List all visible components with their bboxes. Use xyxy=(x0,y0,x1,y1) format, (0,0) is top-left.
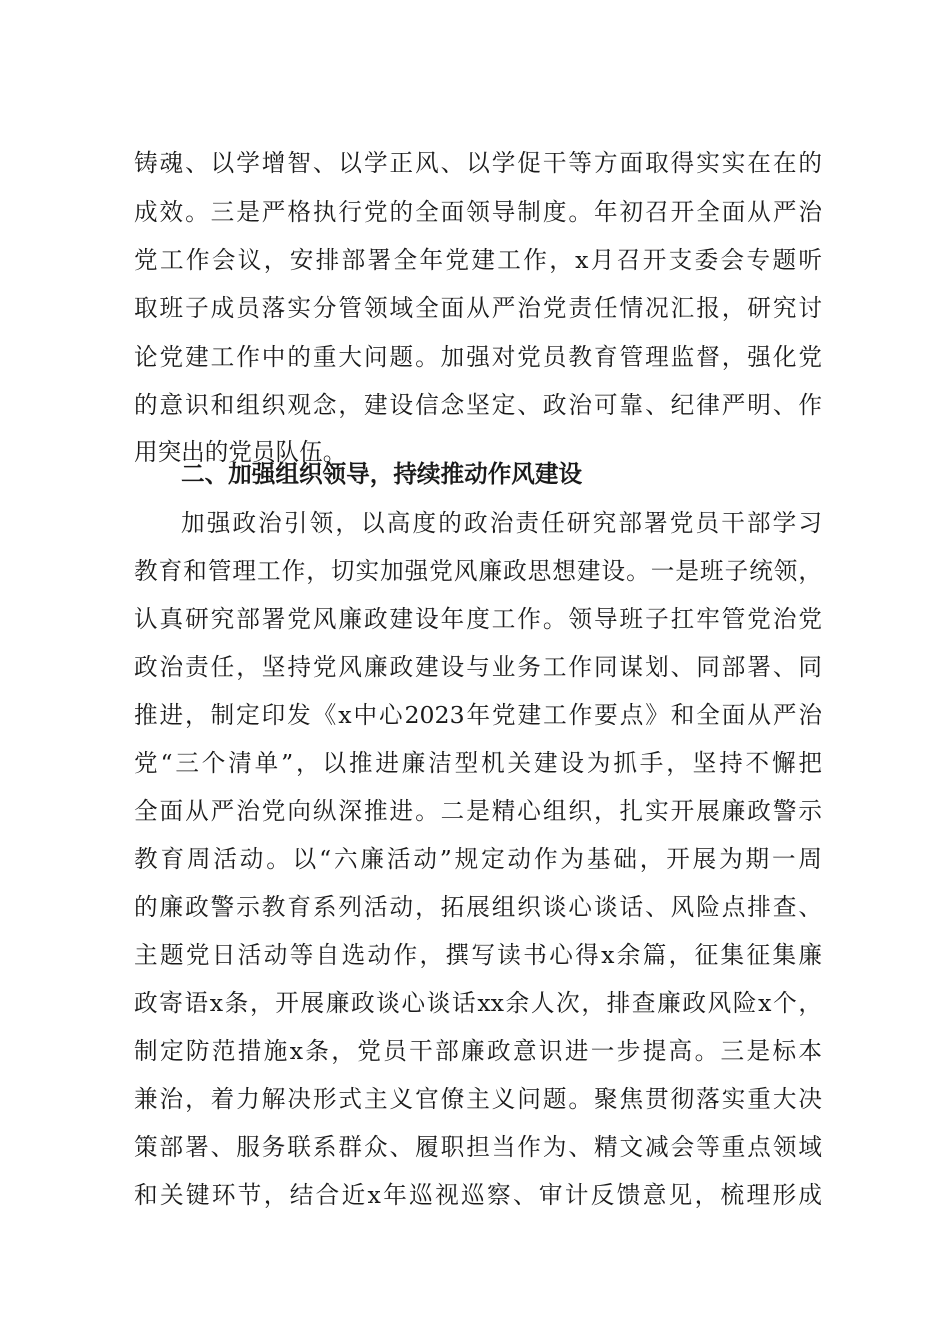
paragraph-line: 政寄语x条，开展廉政谈心谈话xx余人次，排查廉政风险x个， xyxy=(134,989,822,1017)
paragraph-line: 教育和管理工作，切实加强党风廉政思想建设。一是班子统领， xyxy=(134,557,822,585)
paragraph-line: 主题党日活动等自选动作，撰写读书心得x余篇，征集征集廉 xyxy=(134,941,822,969)
paragraph-line: 党工作会议，安排部署全年党建工作，x月召开支委会专题听 xyxy=(134,246,822,274)
section-heading: 二、加强组织领导，持续推动作风建设 xyxy=(181,460,583,488)
paragraph-line: 教育周活动。以“六廉活动”规定动作为基础，开展为期一周 xyxy=(134,845,822,873)
paragraph-line: 政治责任，坚持党风廉政建设与业务工作同谋划、同部署、同 xyxy=(134,653,822,681)
paragraph-line: 党“三个清单”，以推进廉洁型机关建设为抓手，坚持不懈把 xyxy=(134,749,822,777)
paragraph-line: 认真研究部署党风廉政建设年度工作。领导班子扛牢管党治党 xyxy=(134,605,822,633)
paragraph-line: 全面从严治党向纵深推进。二是精心组织，扎实开展廉政警示 xyxy=(134,797,822,825)
paragraph-line: 成效。三是严格执行党的全面领导制度。年初召开全面从严治 xyxy=(134,198,822,226)
paragraph-line: 策部署、服务联系群众、履职担当作为、精文减会等重点领域 xyxy=(134,1133,822,1161)
paragraph-line: 铸魂、以学增智、以学正风、以学促干等方面取得实实在在的 xyxy=(134,149,822,177)
paragraph-line: 加强政治引领，以高度的政治责任研究部署党员干部学习 xyxy=(181,509,822,537)
paragraph-line: 取班子成员落实分管领域全面从严治党责任情况汇报，研究讨 xyxy=(134,294,822,322)
paragraph-line: 用突出的党员队伍。 xyxy=(134,438,347,466)
paragraph-line: 和关键环节，结合近x年巡视巡察、审计反馈意见，梳理形成 xyxy=(134,1181,822,1209)
paragraph-line: 兼治，着力解决形式主义官僚主义问题。聚焦贯彻落实重大决 xyxy=(134,1085,822,1113)
paragraph-line: 的廉政警示教育系列活动，拓展组织谈心谈话、风险点排查、 xyxy=(134,893,822,921)
paragraph-line: 论党建工作中的重大问题。加强对党员教育管理监督，强化党 xyxy=(134,343,822,371)
paragraph-line: 的意识和组织观念，建设信念坚定、政治可靠、纪律严明、作 xyxy=(134,391,822,419)
paragraph-line: 制定防范措施x条，党员干部廉政意识进一步提高。三是标本 xyxy=(134,1037,822,1065)
paragraph-line: 推进，制定印发《x中心2023年党建工作要点》和全面从严治 xyxy=(134,701,822,729)
